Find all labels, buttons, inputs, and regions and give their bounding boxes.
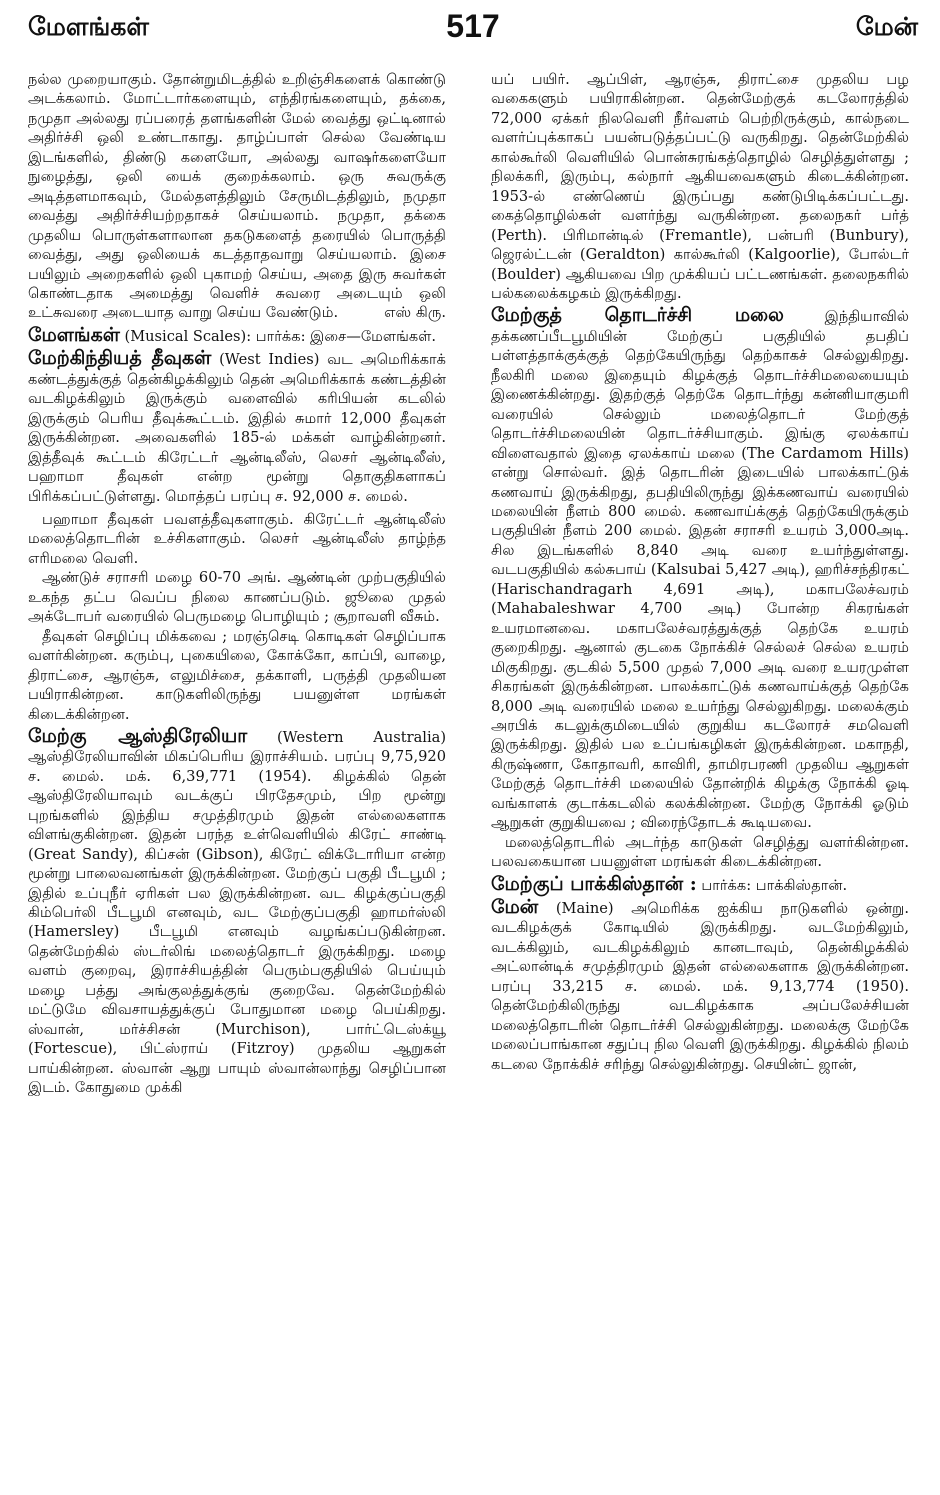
entry-western-australia	[28, 724, 447, 1098]
paragraph-continued: யப் பயிர். ஆப்பிள், ஆரஞ்சு, திராட்சை முதலிய பழ வகைகளும் பயிராகின்றன. தென்மேற்குக் கடலோரத்தில் 72,000 ஏக்கர் நிலவெளி நீர்வளம் பெற்றிருக்கும், கால்நடை வளர்ப்புக்காகப் பயன்படுத்தப்பட்டு வருகிறது. தென்மேற்கில் கால்கூர்லி வெளியில் பொன்சுரங்கத்தொழில் செழித்துள்ளது ; நிலக்கரி, இரும்பு, கல்நார் ஆகியவைகளும் கிடைக்கின்றன. 1953-ல் எண்ணெய் இருப்பது கண்டுபிடிக்கப்பட்டது. கைத்தொழில்கள் வளர்ந்து வருகின்றன. தலைநகர் பர்த் (Perth). பிரிமான்டில் (Fremantle), பன்பரி (Bunbury), ஜெரல்ட்டன் (Geraldton) கால்கூர்லி (Kalgoorlie), போல்டர் (Boulder) ஆகியவை பிற முக்கியப் பட்டணங்கள். தலைநகரில் பல்கலைக்கழகம் இருக்கிறது.	[491, 71, 909, 302]
paragraph: ஆண்டுச் சராசரி மழை 60-70 அங். ஆண்டின் முற்பகுதியில் உகந்த தட்ப வெப்ப நிலை காணப்படும். ஜூலை முதல் அக்டோபர் வரையில் பெருமழை பொழியும் ; சூறாவளி வீசும்.	[28, 569, 446, 626]
entry-west-indies	[28, 349, 446, 506]
entry-west-pakistan	[491, 872, 909, 895]
entry-headword: மேன்	[491, 896, 539, 919]
author-signature: எஸ் கிரு.	[384, 304, 446, 322]
entry-maine	[491, 898, 909, 1074]
paragraph: பஹாமா தீவுகள் பவளத்தீவுகளாகும். கிரேட்டர் ஆன்டிலீஸ் மலைத்தொடரின் உச்சிகளாகும். லெசர் ஆன்டிலீஸ் தாழ்ந்த எரிமலை வெளி.	[28, 510, 446, 567]
entry-text: (Musical Scales): பார்க்க: இசை—மேளங்கள்.	[119, 327, 437, 345]
paragraph-continued	[28, 70, 446, 323]
entry-headword: மேளங்கள்	[28, 323, 120, 346]
paragraph: மலைத்தொடரில் அடர்ந்த காடுகள் செழித்து வளர்கின்றன. பலவகையான பயனுள்ள மரங்கள் கிடைக்கின்றன.	[491, 833, 909, 871]
entry-musical-scales	[28, 323, 446, 346]
entry-headword: மேற்கிந்தியத் தீவுகள்	[28, 347, 212, 370]
entry-text: (West Indies) வட அமெரிக்காக் கண்டத்துக்குத் தென்கிழக்கிலும் தென் அமெரிக்காக் கண்டத்தின் வடகிழக்கிலும் இருக்கும் வளைவில் கரிபியன் கடலில் இருக்கும் பெரிய தீவுக்கூட்டம். இதில் சுமார் 12,000 தீவுகள் இருக்கின்றன. அவைகளில் 185-ல் மக்கள் வாழ்கின்றனர். இத்தீவுக் கூட்டம் கிரேட்டர் ஆன்டிலீஸ், லெசர் ஆன்டிலீஸ், பஹாமா தீவுகள் என்ற மூன்று தொகுதிகளாகப் பிரிக்கப்பட்டுள்ளது. மொத்தப் பரப்பு ச. 92,000 ச. மைல்.	[28, 351, 446, 505]
entry-headword: மேற்குப் பாக்கிஸ்தான் :	[491, 872, 697, 895]
page-number: 517	[446, 8, 500, 44]
paragraph: தீவுகள் செழிப்பு மிக்கவை ; மரஞ்செடி கொடிகள் செழிப்பாக வளர்கின்றன. கரும்பு, புகையிலை, கோக்கோ, காப்பி, வாழை, திராட்சை, ஆரஞ்சு, எலுமிச்சை, தக்காளி, பருத்தி முதலியன பயிராகின்றன. காடுகளிலிருந்து பயனுள்ள மரங்கள் கிடைக்கின்றன.	[28, 627, 446, 723]
page-header	[28, 8, 918, 52]
right-column	[491, 70, 909, 1074]
running-head-left: மேளங்கள்	[28, 12, 149, 41]
entry-text: இந்தியாவில் தக்கணப்பீடபூமியின் மேற்குப் பகுதியில் தபதிப் பள்ளத்தாக்குக்குத் தெற்கேயிருந்து தெற்காகச் செல்லுகிறது. நீலகிரி மலை இதையும் கிழக்குத் தொடர்ச்சிமலையையும் இணைக்கின்றது. இதற்குத் தெற்கே தொடர்ந்து கன்னியாகுமரி வரையில் செல்லும் மலைத்தொடர் மேற்குத் தொடர்ச்சிமலையின் தொடர்ச்சியாகும். இங்கு ஏலக்காய் விளைவதால் இதை ஏலக்காய் மலை (The Cardamom Hills) என்று சொல்வர். இத் தொடரின் இடையில் பாலக்காட்டுக் கணவாய் இருக்கிறது, தபதியிலிருந்து இக்கணவாய் வரையில் மலையின் நீளம் 800 மைல். கணவாய்க்குத் தெற்கேயிருக்கும் பகுதியின் நீளம் 200 மைல். இதன் சராசரி உயரம் 3,000அடி. சில இடங்களில் 8,840 அடி வரை உயர்ந்துள்ளது. வடபகுதியில் கல்சுபாய் (Kalsubai 5,427 அடி), ஹரிச்சந்திரகட் (Harischandragarh 4,691 அடி), மகாபலேச்வரம் (Mahabaleshwar 4,700 அடி) போன்ற சிகரங்கள் உயரமானவை. மகாபலேச்வரத்துக்குத் தெற்கே உயரம் குறைகிறது. ஆனால் குடகை நோக்கிச் செல்லச் செல்ல உயரம் மிகுகிறது. குடகில் 5,500 முதல் 7,000 அடி வரை உயரமுள்ள சிகரங்கள் இருக்கின்றன. பாலக்காட்டுக் கணவாய்க்குத் தெற்கே 8,000 அடி வரையில் மலை உயர்ந்து செல்லுகிறது. மலைக்கும் அரபிக் கடலுக்குமிடையில் குறுகிய கடலோரச் சமவெளி இருக்கிறது. இதில் பல உப்பங்கழிகள் இருக்கின்றன. மகாநதி, கிருஷ்ணா, கோதாவரி, காவிரி, தாமிரபரணி முதலிய ஆறுகள் மேற்குத் தொடர்ச்சி மலையில் தோன்றிக் கிழக்கு நோக்கி ஓடி வங்காளக் குடாக்கடலில் கலக்கின்றன. மேற்கு நோக்கி ஓடும் ஆறுகள் குறுகியவை ; விரைந்தோடக் கூடியவை.	[491, 308, 910, 832]
entry-western-ghats	[491, 306, 909, 832]
paragraph-text: நல்ல முறையாகும். தோன்றுமிடத்தில் உறிஞ்சிகளைக் கொண்டு அடக்கலாம். மோட்டார்களையும், எந்திரங்களையும், தக்கை, நமுதா அல்லது ரப்பரைத் தளங்களின் மேல் வைத்து ஒட்டினால் அதிர்ச்சி ஒலி உண்டாகாது. தாழ்ப்பாள் செல்ல வேண்டிய இடங்களில், திண்டு களையோ, அல்லது வாஷர்களையோ நுழைத்து, ஒலி யைக் குறைக்கலாம். ஒரு சுவருக்கு அடித்தளமாகவும், மேல்தளத்திலும் சேருமிடத்திலும், நமுதா வைத்து அதிர்ச்சியற்றதாகச் செய்யலாம். நமுதா, தக்கை முதலிய பொருள்களாலான தகடுகளைத் தரையில் பொருத்தி வைத்து, அது ஒலியைக் கடத்தாதவாறு செய்யலாம். இசை பயிலும் அறைகளில் ஒலி புகாமற் செய்ய, அதை இரு சுவர்கள் கொண்டதாக அமைத்து வெளிச் சுவரை அடையும் ஒலி உட்சுவரை அடையாத வாறு செய்ய வேண்டும்.	[28, 71, 446, 322]
left-column	[28, 70, 446, 1098]
entry-headword: மேற்கு ஆஸ்திரேலியா	[28, 724, 248, 747]
entry-text: பார்க்க: பாக்கிஸ்தான்.	[696, 876, 848, 894]
running-head-right: மேன்	[855, 12, 918, 41]
entry-text: (Maine) அமெரிக்க ஐக்கிய நாடுகளில் ஒன்று. வடகிழக்குக் கோடியில் இருக்கிறது. வடமேற்கிலும், வடக்கிலும், வடகிழக்கிலும் கானடாவும், தென்கிழக்கில் அட்லான்டிக் சமுத்திரமும் இதன் எல்லைகளாக இருக்கின்றன. பரப்பு 33,215 ச. மைல். மக். 9,13,774 (1950). தென்மேற்கிலிருந்து வடகிழக்காக அப்பலேச்சியன் மலைத்தொடரின் தொடர்ச்சி செல்லுகின்றது. மலைக்கு மேற்கே மலைப்பாங்கான சதுப்பு நில வெளி இருக்கிறது. கிழக்கில் நிலம் கடலை நோக்கிச் சரிந்து செல்லுகின்றது. செயின்ட் ஜான்,	[491, 900, 909, 1073]
entry-text: (Western Australia) ஆஸ்திரேலியாவின் மிகப்பெரிய இராச்சியம். பரப்பு 9,75,920 ச. மைல். மக். 6,39,771 (1954). கிழக்கில் தென் ஆஸ்திரேலியாவும் வடக்குப் பிரதேசமும், பிற மூன்று புறங்களில் இந்திய சமுத்திரமும் இதன் எல்லைகளாக விளங்குகின்றன. இதன் பரந்த உள்வெளியில் கிரேட் சாண்டி (Great Sandy), கிப்சன் (Gibson), கிரேட் விக்டோரியா என்ற மூன்று பாலைவனங்கள் இருக்கின்றன. மேற்குப் பகுதி பீடபூமி ; இதில் உப்புநீர் ஏரிகள் பல இருக்கின்றன. வட கிழக்குப்பகுதி கிம்பெர்லி பீடபூமி எனவும், வட மேற்குப்பகுதி ஹாமர்ஸ்லி (Hamersley) பீடபூமி எனவும் வழங்கப்படுகின்றன. தென்மேற்கில் ஸ்டர்லிங் மலைத்தொடர் இருக்கிறது. மழை வளம் குறைவு, இராச்சியத்தின் பெரும்பகுதியில் பெய்யும் மழை பத்து அங்குலத்துக்குங் குறைவே. தென்மேற்கில் மட்டுமே விவசாயத்துக்குப் போதுமான மழை பெய்கிறது. ஸ்வான், மர்ச்சிசன் (Murchison), பார்ட்டெஸ்க்யூ (Fortescue), பிட்ஸ்ராய் (Fitzroy) முதலிய ஆறுகள் பாய்கின்றன. ஸ்வான் ஆறு பாயும் ஸ்வான்லாந்து செழிப்பான இடம். கோதுமை முக்கி	[28, 728, 447, 1097]
entry-headword: மேற்குத் தொடர்ச்சி மலை	[491, 304, 784, 327]
